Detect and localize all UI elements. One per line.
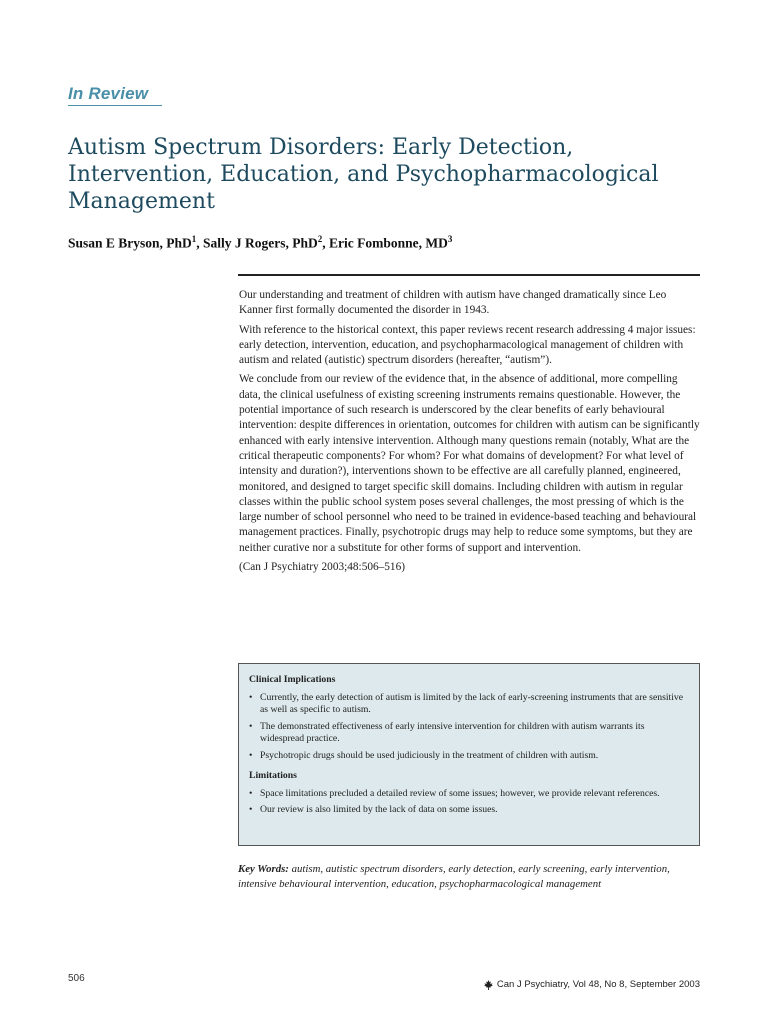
bullet-icon: • [249, 749, 253, 761]
article-title: Autism Spectrum Disorders: Early Detection, Intervention, Education, and Psychopharmacological Management [68, 135, 659, 214]
clinical-implications-box [238, 663, 700, 846]
abstract-paragraph: Our understanding and treatment of children with autism have changed dramatically since Leo Kanner first formally documented the disorder in 1943. [239, 289, 667, 317]
list-item [249, 804, 689, 817]
author-affiliation-mark: 3 [447, 234, 453, 244]
section-label: In Review [68, 84, 149, 103]
list-item [249, 721, 689, 746]
bullet-icon: • [249, 720, 253, 732]
bullet-icon: • [249, 691, 253, 703]
author-separator: , [322, 235, 330, 251]
list-item-text: Our review is also limited by the lack of data on some issues. [260, 804, 498, 815]
author-affiliation-mark: 2 [317, 234, 323, 244]
journal-citation: Can J Psychiatry, Vol 48, No 8, September 2003 [496, 979, 700, 990]
abstract [239, 288, 701, 579]
section-label-underline [68, 105, 162, 106]
list-item [249, 788, 689, 801]
abstract-paragraph: With reference to the historical context, this paper reviews recent research addressing 4 major issues: early detection, intervention, education, and psychopharmacological management of children with autism and related (autistic) spectrum disorders (hereafter, “autism”). [239, 323, 696, 367]
abstract-paragraph: We conclude from our review of the evidence that, in the absence of additional, more compelling data, the clinical usefulness of existing screening instruments remains questionable. However, the potential importance of such research is underscored by the clear benefits of early behavioural intervention: despite differences in orientation, outcomes for children with autism can be significantly enhanced with early intensive intervention. Although many questions remain (notably, What are the critical therapeutic components? For whom? For what domains of development? For what level of intensity and duration?), interventions shown to be effective are all carefully planned, engineered, monitored, and designed to target specific skill domains. Including children with autism in regular classes within the public school system poses several challenges, the most pressing of which is the large number of school personnel who need to be trained in evidence-based teaching and behavioural management practices. Finally, psychotropic drugs may help to reduce some symptoms, but they are neither curative nor a substitute for other forms of support and intervention. [239, 373, 700, 554]
author-separator: , [196, 235, 204, 251]
keywords [238, 862, 700, 892]
list-item [249, 750, 689, 763]
clinical-implications-heading: Clinical Implications [249, 674, 336, 685]
bullet-icon: • [249, 804, 253, 815]
clinical-implications-list [249, 692, 689, 763]
abstract-divider [238, 274, 700, 276]
abstract-citation: (Can J Psychiatry 2003;48:506–516) [239, 561, 405, 574]
limitations-list [249, 788, 689, 817]
author-name: Eric Fombonne, MD [329, 235, 448, 251]
list-item-text: Space limitations precluded a detailed review of some issues; however, we provide relevant references. [260, 787, 660, 799]
list-item [249, 692, 689, 717]
author-name: Sally J Rogers, PhD [203, 235, 318, 251]
author-name: Susan E Bryson, PhD [68, 235, 192, 251]
author-affiliation-mark: 1 [191, 234, 197, 244]
list-item-text: The demonstrated effectiveness of early intensive intervention for children with autism warrants its widespread practice. [260, 720, 645, 744]
maple-leaf-icon [484, 980, 493, 990]
keywords-text: autism, autistic spectrum disorders, early detection, early screening, early intervention, intensive behavioural intervention, education, psychopharmacological management [238, 863, 670, 890]
journal-footer [484, 979, 700, 990]
page-number: 506 [68, 973, 85, 984]
limitations-heading: Limitations [249, 770, 297, 781]
list-item-text: Currently, the early detection of autism is limited by the lack of early-screening instruments that are sensitive as well as specific to autism. [260, 691, 684, 715]
list-item-text: Psychotropic drugs should be used judiciously in the treatment of children with autism. [260, 749, 599, 761]
keywords-label: Key Words: [238, 863, 289, 875]
authors-line [68, 234, 708, 252]
bullet-icon: • [249, 787, 253, 799]
